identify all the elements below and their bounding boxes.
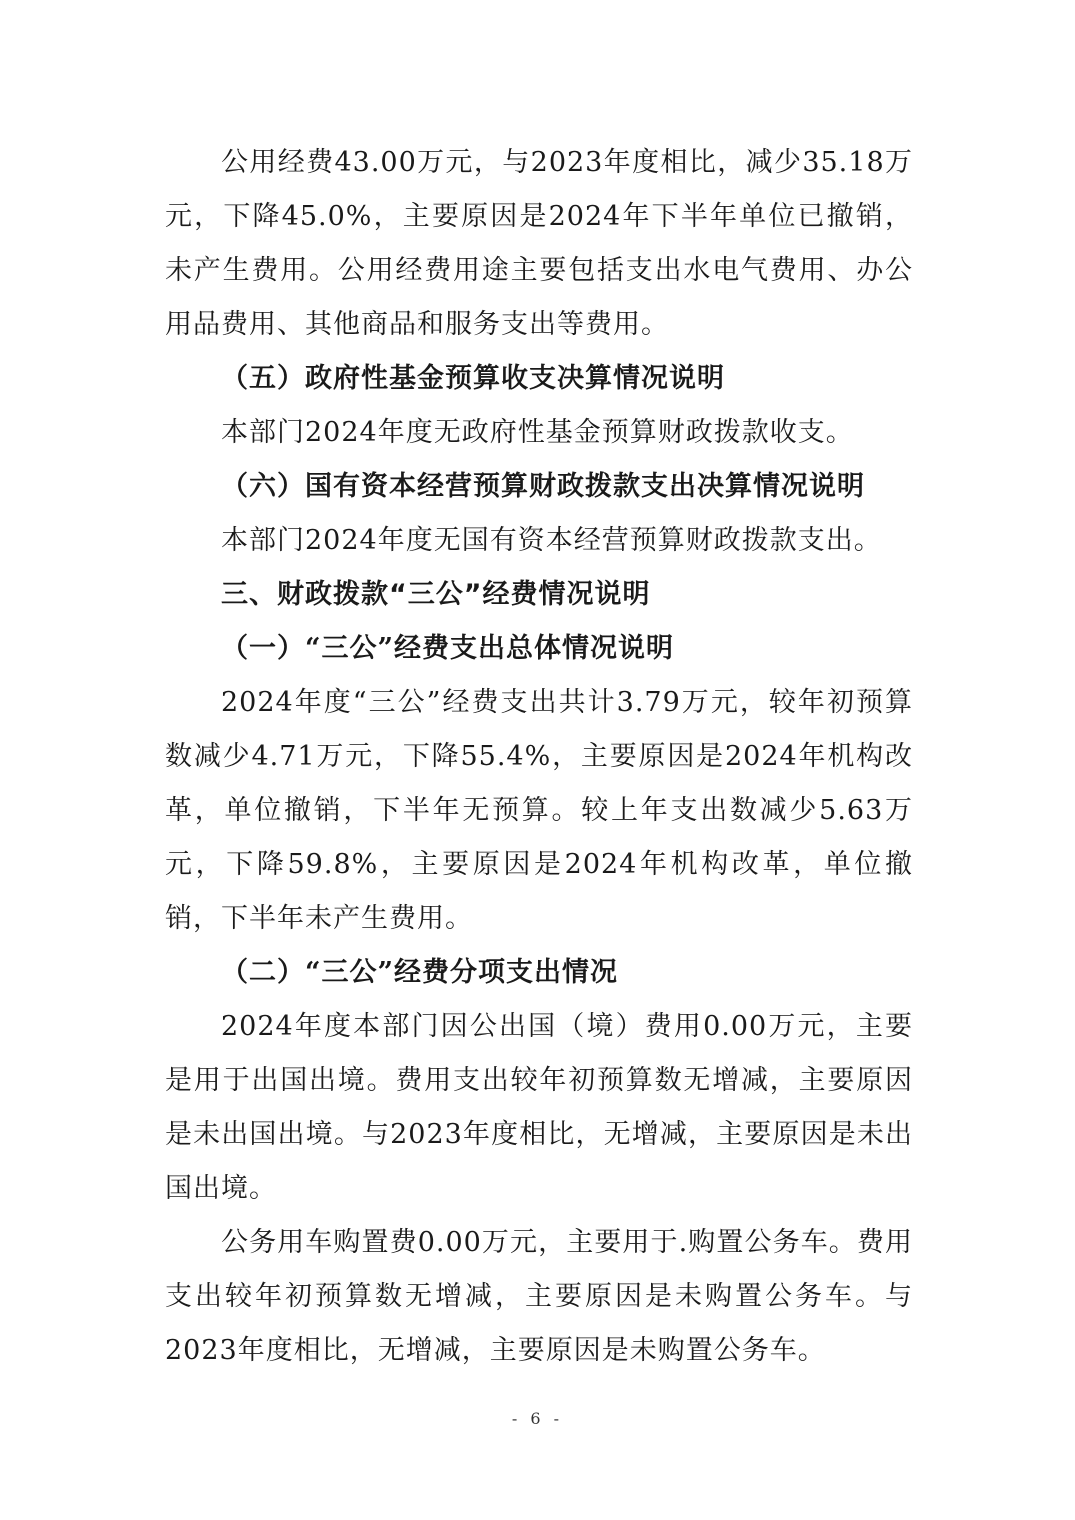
page-number: - 6 -: [511, 1409, 564, 1428]
paragraph-overseas-travel: 2024年度本部门因公出国（境）费用0.00万元，主要是用于出国出境。费用支出较年初预算数无增减，主要原因是未出国出境。与2023年度相比，无增减，主要原因是未出国出境。: [165, 1011, 913, 1204]
paragraph-public-expenses: 公用经费43.00万元，与2023年度相比，减少35.18万元，下降45.0%，主要原因是2024年下半年单位已撤销，未产生费用。公用经费用途主要包括支出水电气费用、办公用品费用、其他商品和服务支出等费用。: [165, 147, 913, 340]
document-body: [165, 136, 913, 1378]
paragraph-government-fund-budget: 本部门2024年度无政府性基金预算财政拨款收支。: [221, 417, 854, 448]
paragraph-three-public-overall: 2024年度“三公”经费支出共计3.79万元，较年初预算数减少4.71万元，下降55.4%，主要原因是2024年机构改革，单位撤销，下半年无预算。较上年支出数减少5.63万元，下降59.8%，主要原因是2024年机构改革，单位撤销，下半年未产生费用。: [165, 687, 913, 934]
heading-three-public-items: （二）“三公”经费分项支出情况: [221, 957, 619, 988]
paragraph-vehicle-purchase: 公务用车购置费0.00万元，主要用于.购置公务车。费用支出较年初预算数无增减，主要原因是未购置公务车。与2023年度相比，无增减，主要原因是未购置公务车。: [165, 1227, 913, 1366]
paragraph-state-capital-budget: 本部门2024年度无国有资本经营预算财政拨款支出。: [221, 525, 882, 556]
heading-three-public-overall: （一）“三公”经费支出总体情况说明: [221, 633, 675, 664]
heading-government-fund-budget: （五）政府性基金预算收支决算情况说明: [221, 363, 725, 394]
heading-state-capital-budget: （六）国有资本经营预算财政拨款支出决算情况说明: [221, 471, 865, 502]
section-heading-three-public: 三、财政拨款“三公”经费情况说明: [221, 579, 651, 610]
